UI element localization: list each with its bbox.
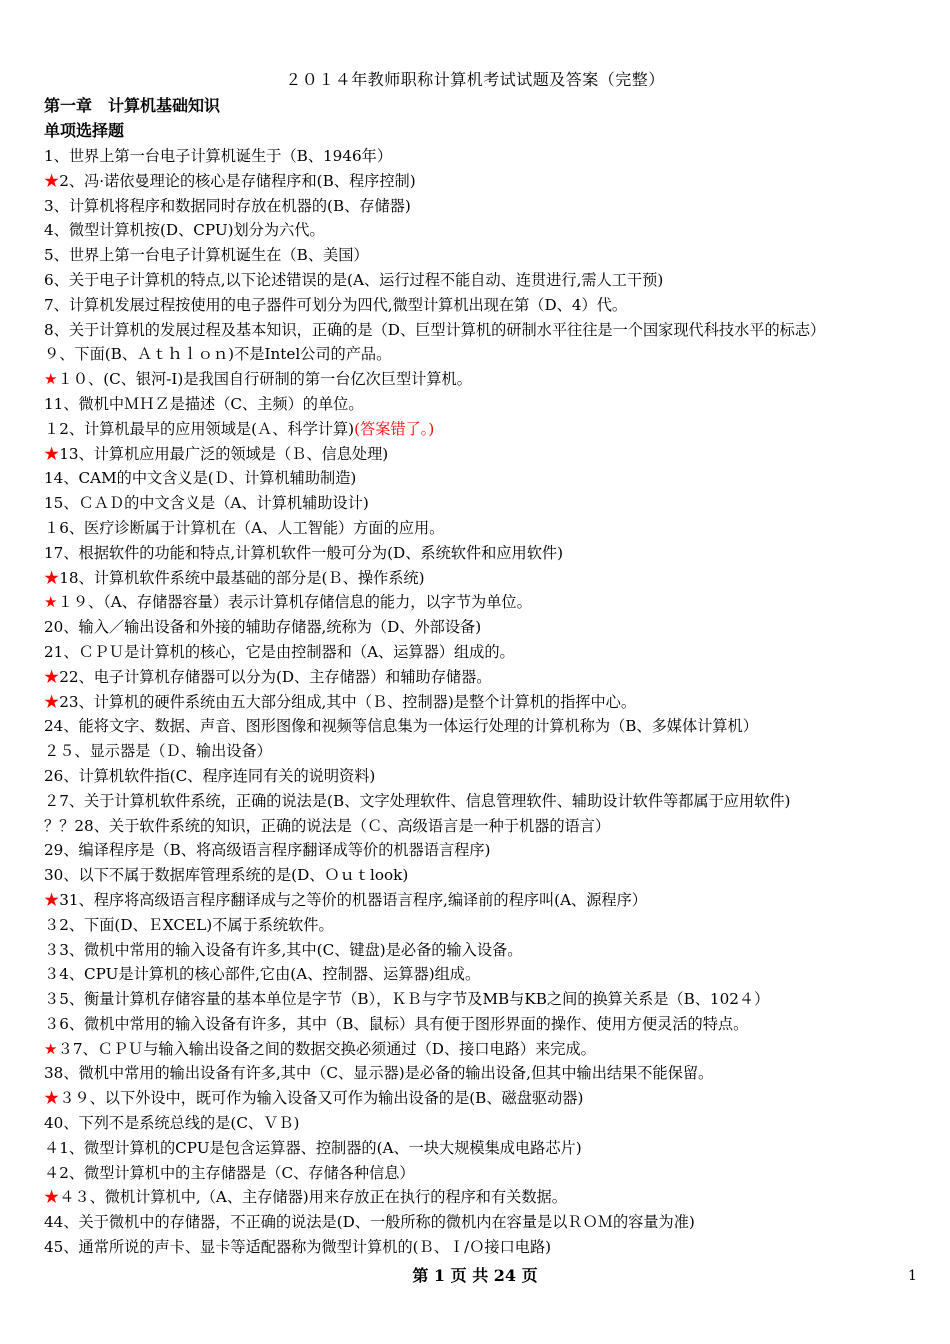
question-text: 11、微机中ＭＨＺ是描述（C、主频）的单位。: [44, 394, 364, 413]
star-icon: ★: [44, 890, 60, 909]
question-item: [44, 640, 924, 665]
question-text: 13、计算机应用最广泛的领域是（Ｂ、信息处理): [59, 444, 389, 463]
question-text: 14、CAM的中文含义是(Ｄ、计算机辅助制造): [44, 469, 357, 488]
question-item: [44, 665, 924, 690]
question-item: [44, 1136, 924, 1161]
star-icon: ★: [44, 1089, 60, 1108]
question-item: [44, 1037, 924, 1062]
question-text: ２５、显示器是（Ｄ、输出设备）: [44, 742, 272, 761]
question-text: ４2、微型计算机中的主存储器是（C、存储各种信息）: [44, 1163, 415, 1182]
question-text: 1、世界上第一台电子计算机诞生于（B、1946年）: [44, 147, 393, 165]
question-item: [44, 144, 924, 169]
question-text: ３3、微机中常用的输入设备有许多,其中(C、键盘)是必备的输入设备。: [44, 940, 523, 959]
question-text: １０、(C、银河-Ⅰ)是我国自行研制的第一台亿次巨型计算机。: [57, 370, 472, 389]
question-text: ３5、衡量计算机存储容量的基本单位是字节（B），ＫＢ与字节及MB与KB之间的换算关系是（B、102４）: [44, 990, 770, 1009]
question-item: [44, 243, 924, 268]
question-item: [44, 615, 924, 640]
question-item: [44, 863, 924, 888]
question-text: １6、医疗诊断属于计算机在（A、人工智能）方面的应用。: [44, 518, 445, 537]
page-number: 1: [908, 1268, 917, 1284]
star-icon: ★: [44, 667, 60, 686]
question-text: 8、关于计算机的发展过程及基本知识，正确的是（D、巨型计算机的研制水平往往是一个国家现代科技水平的标志）: [44, 320, 826, 339]
question-item: [44, 392, 924, 417]
question-item: [44, 1185, 924, 1210]
star-icon: ★: [44, 171, 60, 190]
question-text: 45、通常所说的声卡、显卡等适配器称为微型计算机的(Ｂ、Ｉ/Ｏ接口电路): [44, 1238, 552, 1257]
chapter-heading: 第一章 计算机基础知识: [44, 96, 221, 115]
question-text: 17、根据软件的功能和特点,计算机软件一般可分为(D、系统软件和应用软件): [44, 543, 563, 562]
question-item: [44, 838, 924, 863]
question-item: [44, 814, 924, 839]
question-item: [44, 739, 924, 764]
question-text: ４1、微型计算机的CPU是包含运算器、控制器的(A、一块大规模集成电路芯片): [44, 1138, 582, 1157]
question-item: [44, 491, 924, 516]
question-text: ３6、微机中常用的输入设备有许多，其中（B、鼠标）具有便于图形界面的操作、使用方便灵活的特点。: [44, 1014, 749, 1033]
question-item: [44, 789, 924, 814]
question-text: 2、冯·诺依曼理论的核心是存储程序和(B、程序控制): [59, 171, 416, 190]
question-text: ３９、以下外设中，既可作为输入设备又可作为输出设备的是(B、磁盘驱动器): [59, 1089, 584, 1108]
question-item: [44, 590, 924, 615]
question-text: ４３、微机计算机中,（A、主存储器)用来存放正在执行的程序和有关数据。: [59, 1188, 567, 1207]
question-text: ３7、ＣＰＵ与输入输出设备之间的数据交换必须通过（D、接口电路）来完成。: [57, 1039, 596, 1058]
question-text: ３4、CPU是计算机的核心部件,它由(A、控制器、运算器)组成。: [44, 965, 481, 984]
question-text: ９、下面(B、Ａｔｈｌｏｎ)不是Intel公司的产品。: [44, 345, 392, 364]
question-item: [44, 888, 924, 913]
question-item: [44, 541, 924, 566]
question-list: [44, 144, 924, 1260]
question-text: 24、能将文字、数据、声音、图形图像和视频等信息集为一体运行处理的计算机称为（B、多媒体计算机）: [44, 717, 758, 736]
question-text: ？？28、关于软件系统的知识，正确的说法是（Ｃ、高级语言是一种于机器的语言）: [44, 816, 611, 835]
question-item: [44, 714, 924, 739]
question-item: [44, 516, 924, 541]
question-text: 21、ＣＰＵ是计算机的核心，它是由控制器和（A、运算器）组成的。: [44, 642, 515, 661]
question-item: [44, 1086, 924, 1111]
question-text: 44、关于微机中的存储器，不正确的说法是(D、一般所称的微机内在容量是以ＲＯＭ的容量为准): [44, 1213, 695, 1232]
question-text: 18、计算机软件系统中最基础的部分是(Ｂ、操作系统): [59, 568, 425, 587]
question-item: [44, 1235, 924, 1260]
question-item: [44, 466, 924, 491]
question-item: [44, 442, 924, 467]
question-item: [44, 566, 924, 591]
page-footer: 第 1 页 共 24 页: [412, 1266, 538, 1285]
question-item: [44, 938, 924, 963]
star-icon: ★: [44, 593, 58, 612]
question-item: [44, 417, 924, 442]
question-item: [44, 962, 924, 987]
question-item: [44, 913, 924, 938]
question-text: ２7、关于计算机软件系统，正确的说法是(B、文字处理软件、信息管理软件、辅助设计软件等都属于应用软件): [44, 791, 791, 810]
star-icon: ★: [44, 692, 60, 711]
question-item: [44, 318, 924, 343]
question-text: 15、ＣＡＤ的中文含义是（A、计算机辅助设计): [44, 494, 369, 513]
question-item: [44, 1210, 924, 1235]
section-heading: 单项选择题: [44, 121, 125, 140]
question-text: 22、电子计算机存储器可以分为(D、主存储器）和辅助存储器。: [59, 667, 492, 686]
question-item: [44, 987, 924, 1012]
question-item: [44, 690, 924, 715]
question-text: 23、计算机的硬件系统由五大部分组成,其中（Ｂ、控制器)是整个计算机的指挥中心。: [59, 692, 637, 711]
question-item: [44, 367, 924, 392]
question-text: 31、程序将高级语言程序翻译成与之等价的机器语言程序,编译前的程序叫(A、源程序）: [59, 890, 647, 909]
star-icon: ★: [44, 370, 58, 389]
question-text: 5、世界上第一台电子计算机诞生在（B、美国）: [44, 246, 369, 265]
question-text: １９、（A、存储器容量）表示计算机存储信息的能力，以字节为单位。: [57, 593, 532, 612]
question-text: 3、计算机将程序和数据同时存放在机器的(B、存储器): [44, 196, 411, 215]
question-item: [44, 1161, 924, 1186]
question-item: [44, 293, 924, 318]
star-icon: ★: [44, 1039, 58, 1058]
question-text: 29、编译程序是（B、将高级语言程序翻译成等价的机器语言程序): [44, 841, 491, 860]
document-title: ２０１４年教师职称计算机考试试题及答案（完整）: [285, 70, 665, 89]
question-item: [44, 1012, 924, 1037]
question-text: １2、计算机最早的应用领域是(Ａ、科学计算): [44, 419, 355, 438]
question-text: 20、输入／输出设备和外接的辅助存储器,统称为（D、外部设备): [44, 618, 482, 637]
question-item: [44, 194, 924, 219]
question-item: [44, 218, 924, 243]
question-text: ３2、下面(D、ＥXCEL)不属于系统软件。: [44, 915, 334, 934]
star-icon: ★: [44, 444, 60, 463]
question-text: 7、计算机发展过程按使用的电子器件可划分为四代,微型计算机出现在第（D、4）代。: [44, 295, 628, 314]
question-text: 26、计算机软件指(C、程序连同有关的说明资料): [44, 766, 376, 785]
question-item: [44, 1111, 924, 1136]
question-item: [44, 1061, 924, 1086]
question-item: [44, 764, 924, 789]
question-text: 38、微机中常用的输出设备有许多,其中（C、显示器)是必备的输出设备,但其中输出结果不能保留。: [44, 1064, 714, 1083]
question-item: [44, 268, 924, 293]
question-item: [44, 169, 924, 194]
star-icon: ★: [44, 1188, 60, 1207]
question-text: 6、关于电子计算机的特点,以下论述错误的是(A、运行过程不能自动、连贯进行,需人工干预): [44, 270, 664, 289]
answer-note: (答案错了。): [354, 419, 435, 438]
question-text: 40、下列不是系统总线的是(C、ＶＢ): [44, 1114, 300, 1133]
question-text: 30、以下不属于数据库管理系统的是(D、Ｏｕｔlook): [44, 866, 409, 885]
question-item: [44, 342, 924, 367]
question-text: 4、微型计算机按(D、CPU)划分为六代。: [44, 221, 325, 240]
star-icon: ★: [44, 568, 60, 587]
